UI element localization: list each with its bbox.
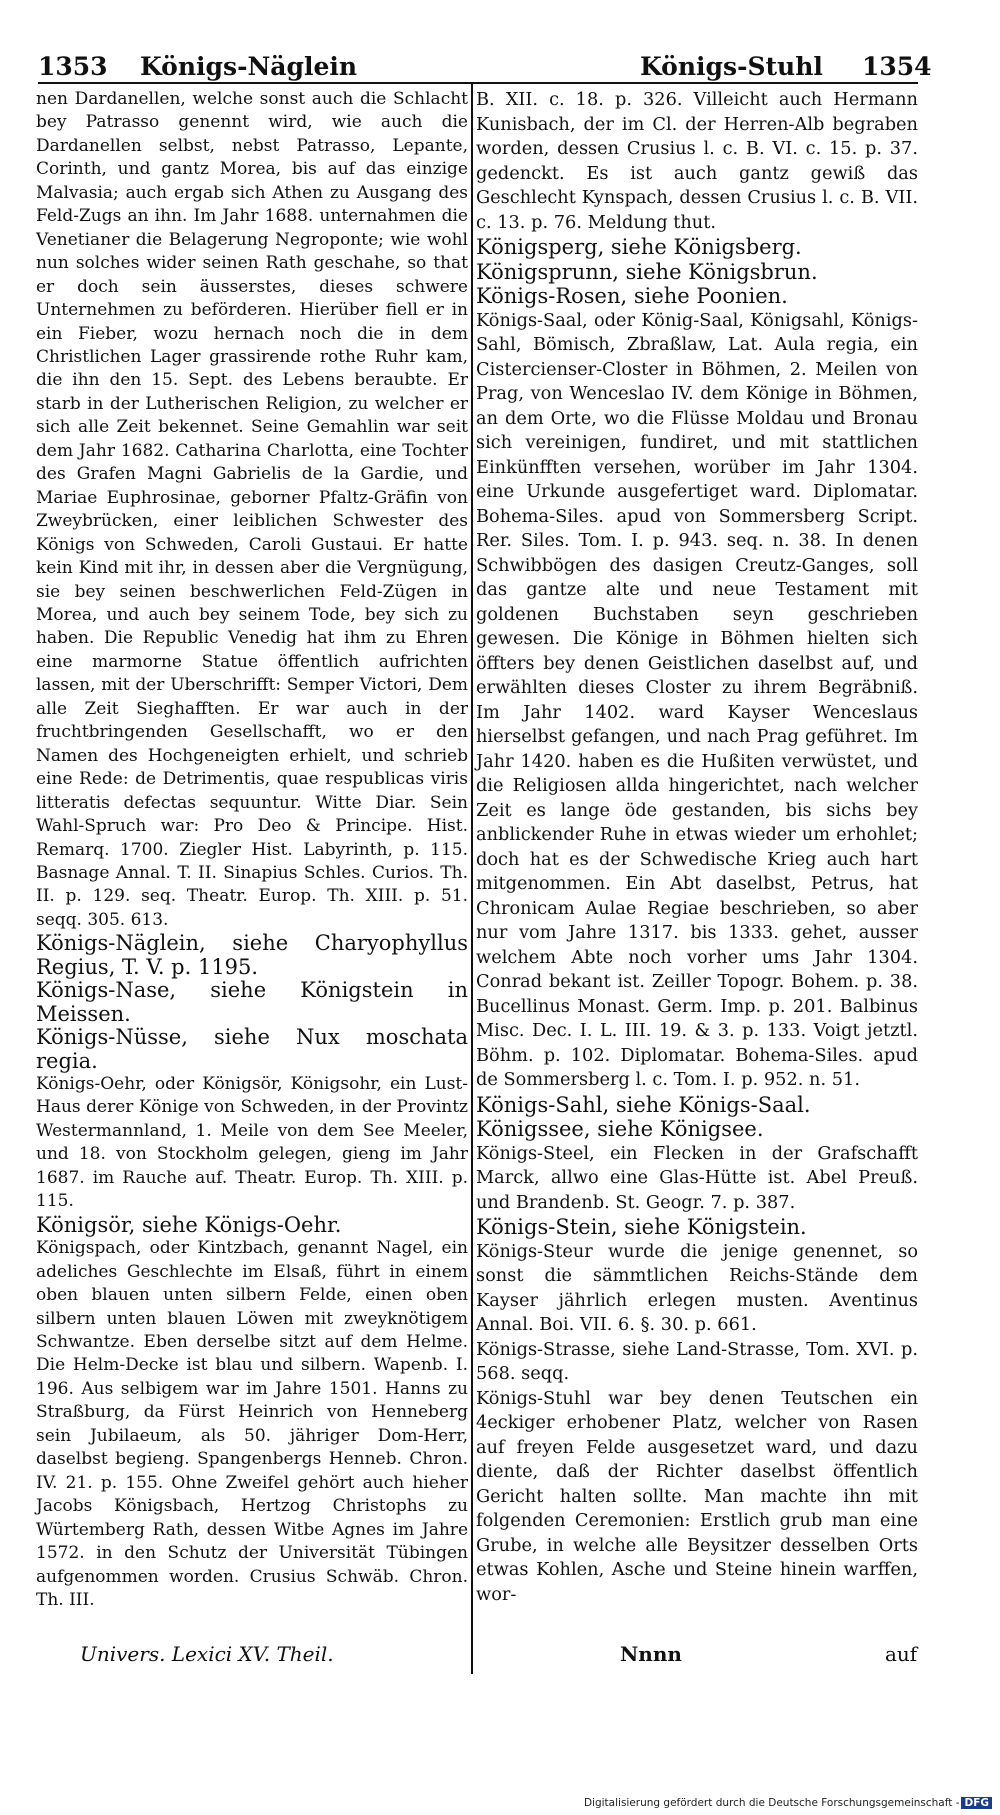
entry-text: B. XII. c. 18. p. 326. Villeicht auch Hermann Kunisbach, der im Cl. der Herren-Alb begraben worden, dessen Crusius l. c. B. VI. c. 15. p. 37. gedenckt. Es ist auch gantz gewiß das Geschlecht Kynspach, dessen Crusius l. c. B. VII. c. 13. p. 76. Meldung thut. xyxy=(476,90,918,233)
header-rule xyxy=(38,82,918,84)
entry-text: nen Dardanellen, welche sonst auch die Schlacht bey Patrasso genennt wird, wie auch die Dardanellen selbst, nebst Patrasso, Lepante, Corinth, und gantz Morea, bis auf das einzige Malvasia; auch ergab sich Athen zu Ausgang des Feld-Zugs an ihn. Im Jahr 1688. unternahmen die Venetianer die Belagerung Negroponte; wie wohl nun solches wider seinen Rath geschahe, so that er doch sein äusserstes, dieses schwere Unternehmen zu beförderen. Hierüber fiell er in ein Fieber, wozu hernach noch die in dem Christlichen Lager grassirende rothe Ruhr kam, die ihn den 15. Sept. des Lebens beraubte. Er starb in der Lutherischen Religion, zu welcher er sich alle Zeit bekennet. Seine Gemahlin war seit dem Jahr 1682. Catharina Charlotta, eine Tochter des Grafen Magni Gabrielis de la Gardie, und Mariae Euphrosinae, geborner Pfaltz-Gräfin von Zweybrücken, einer leiblichen Schwester des Königs von Schweden, Caroli Gustaui. Er hatte kein Kind mit ihr, in dessen aber die Vergnügung, sie bey seinen beschwerlichen Feld-Zügen in Morea, und auch bey seinem Tode, bey sich zu haben. Die Republic Venedig hat ihm zu Ehren eine marmorne Statue öffentlich aufrichten lassen, mit der Uberschrifft: Semper Victori, Dem alle Zeit Sieghafften. Er war auch in der fruchtbringenden Gesellschafft, wo er den Namen des Hochgeneigten erhielt, und schrieb eine Rede: de Detrimentis, quae respublicas viris litteratis defectas sequuntur. Witte Diar. Sein Wahl-Spruch war: Pro Deo & Principe. Hist. Remarq. 1700. Ziegler Hist. Labyrinth, p. 115. Basnage Annal. T. II. Sinapius Schles. Curios. Th. II. p. 129. seq. Theatr. Europ. Th. XIII. p. 51. seqq. 305. 613. xyxy=(36,89,468,930)
entry-text: Königspach, oder Kintzbach, genannt Nagel, ein adeliches Geschlechte im Elsaß, führt in einem oben blauen unten silbern Felde, einen oben silbern unten blauen Löwen mit zweyknötigem Schwantze. Eben derselbe sitzt auf dem Helme. Die Helm-Decke ist blau und silbern. Wapenb. I. 196. Aus selbigem war im Jahre 1501. Hanns zu Straßburg, da Fürst Heinrich von Henneberg sein Jubilaeum, als 50. jähriger Dom-Herr, daselbst begieng. Spangenbergs Henneb. Chron. IV. 21. p. 155. Ohne Zweifel gehört auch hieher Jacobs Königsbach, Hertzog Christophs zu Würtemberg Rath, dessen Witbe Agnes im Jahre 1572. in den Schutz der Universität Tübingen aufgenommen worden. Crusius Schwäb. Chron. Th. III. xyxy=(36,1238,468,1610)
entry-text: Königs-Oehr, oder Königsör, Königsohr, ein Lust-Haus derer Könige von Schweden, in der Provintz Westermannland, 1. Meile von dem See Meeler, und 18. von Stockholm gelegen, gieng im Jahr 1687. im Rauche auf. Theatr. Europ. Th. XIII. p. 115. xyxy=(36,1074,468,1212)
catchword: auf xyxy=(885,1642,918,1666)
dfg-logo: DFG xyxy=(961,1797,992,1809)
column-divider xyxy=(471,84,473,1674)
entry-text: Königs-Nüsse, siehe Nux moschata regia. xyxy=(36,1025,468,1073)
entry-text: Königsprunn, siehe Königsbrun. xyxy=(476,259,818,284)
entry-text: Königs-Nase, siehe Königstein in Meissen. xyxy=(36,978,468,1026)
left-running-title: Königs-Näglein xyxy=(140,52,358,81)
left-catchline: Univers. Lexici XV. Theil. xyxy=(80,1642,334,1666)
entry-text: Königs-Rosen, siehe Poonien. xyxy=(476,284,788,308)
entry-text: Königssee, siehe Königsee. xyxy=(476,1117,764,1141)
entry-text: Königs-Steur wurde die jenige genennet, so sonst die sämmtlichen Reichs-Stände dem Kayser jährlich erlegen musten. Aventinus Annal. Boi. VII. 6. §. 30. p. 661. xyxy=(476,1241,918,1335)
entry-text: Königsör, siehe Königs-Oehr. xyxy=(36,1212,342,1237)
right-column xyxy=(476,88,918,1607)
entry-text: Königs-Saal, oder König-Saal, Königsahl, Königs-Sahl, Bömisch, Zbraßlaw, Lat. Aula regia, ein Cistercienser-Closter in Böhmen, 2. Meilen von Prag, von Wenceslao IV. dem Könige in Böhmen, an dem Orte, wo die Flüsse Moldau und Bronau sich vereinigen, fundiret, und mit stattlichen Einkünfften versehen, worüber im Jahr 1304. eine Urkunde ausgefertiget ward. Diplomatar. Bohema-Siles. apud von Sommersberg Script. Rer. Siles. Tom. I. p. 943. seq. n. 38. In denen Schwibbögen des dasigen Creutz-Ganges, soll das gantze alte und neue Testament mit goldenen Buchstaben seyn geschrieben gewesen. Die Könige in Böhmen hielten sich öffters bey denen Geistlichen daselbst auf, und erwählten dieses Closter zu ihrem Begräbniß. Im Jahr 1402. ward Kayser Wenceslaus hierselbst gefangen, und nach Prag geführet. Im Jahr 1420. haben es die Hußiten verwüstet, und die Religiosen allda hingerichtet, nach welcher Zeit es lange öde gestanden, bis sichs bey anblickender Ruhe in etwas wieder um erhohlet; doch hat es der Schwedische Krieg auch hart mitgenommen. Ein Abt daselbst, Petrus, hat Chronicam Aulae Regiae beschrieben, so aber nur vom Jahre 1317. bis 1333. gehet, ausser welchem Abte noch vorher ums Jahr 1304. Conrad bekant ist. Zeiller Topogr. Bohem. p. 38. Bucellinus Monast. Germ. Imp. p. 201. Balbinus Misc. Dec. I. L. III. 19. & 3. p. 133. Voigt jetztl. Böhm. p. 102. Diplomatar. Bohema-Siles. apud de Sommersberg l. c. Tom. I. p. 952. n. 51. xyxy=(476,310,918,1090)
entry-text: Königs-Strasse, siehe Land-Strasse, Tom. XVI. p. 568. seqq. xyxy=(476,1339,918,1384)
footer-text: Digitalisierung gefördert durch die Deutsche Forschungsgemeinschaft - xyxy=(583,1797,960,1809)
left-column xyxy=(36,88,468,1612)
right-page-number: 1354 xyxy=(862,52,932,81)
entry-text: Königs-Sahl, siehe Königs-Saal. xyxy=(476,1092,811,1117)
entry-text: Königs-Näglein, siehe Charyophyllus Regius, T. V. p. 1195. xyxy=(36,931,468,979)
signature-mark: Nnnn xyxy=(620,1642,682,1666)
entry-text: Königsperg, siehe Königsberg. xyxy=(476,235,802,259)
entry-text: Königs-Steel, ein Flecken in der Grafschafft Marck, allwo eine Glas-Hütte ist. Abel Preuß. und Brandenb. St. Geogr. 7. p. 387. xyxy=(476,1143,918,1213)
left-page-number: 1353 xyxy=(38,52,108,81)
entry-text: Königs-Stuhl war bey denen Teutschen ein 4eckiger erhobener Platz, welcher von Rasen auf freyen Felde ausgesetzet ward, und dazu diente, daß der Richter daselbst öffentlich Gericht halten sollte. Man machte ihn mit folgenden Ceremonien: Erstlich grub man eine Grube, in welche alle Beysitzer desselben Orts etwas Kohlen, Asche und Steine hinein warffen, wor- xyxy=(476,1388,918,1605)
entry-text: Königs-Stein, siehe Königstein. xyxy=(476,1215,807,1239)
right-running-title: Königs-Stuhl xyxy=(640,52,823,81)
digitization-footer xyxy=(584,1797,992,1809)
